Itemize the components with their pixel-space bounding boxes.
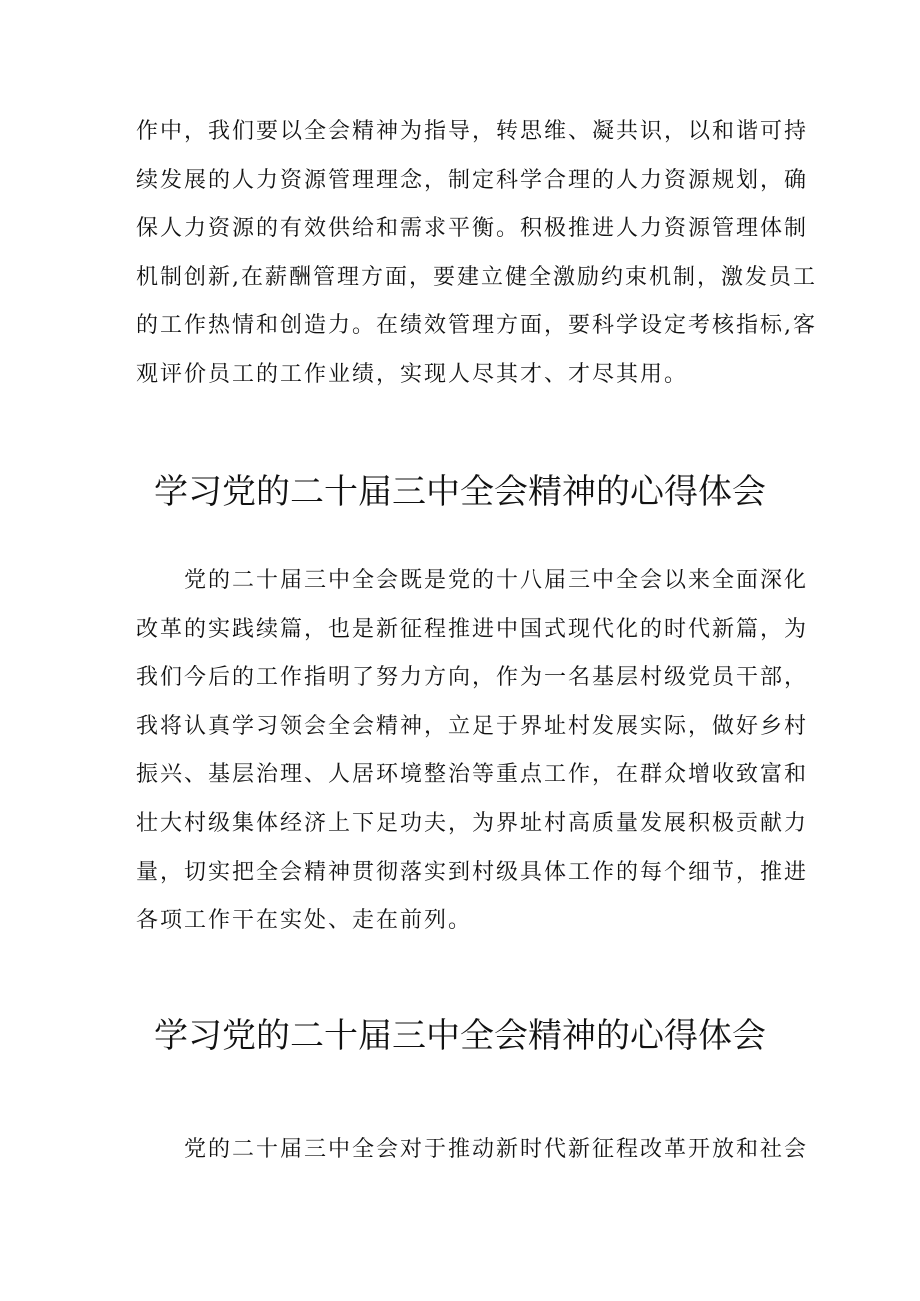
text-line: 党的二十届三中全会对于推动新时代新征程改革开放和社会 <box>184 1137 809 1162</box>
text-line: 的工作热情和创造力。在绩效管理方面，要科学设定考核指标,客 <box>136 313 817 339</box>
text-line: 我们今后的工作指明了努力方向，作为一名基层村级党员干部， <box>136 665 809 691</box>
text-line: 我将认真学习领会全会精神，立足于界址村发展实际，做好乡村 <box>136 713 809 739</box>
text-line: 改革的实践续篇，也是新征程推进中国式现代化的时代新篇，为 <box>136 616 809 642</box>
text-line: 续发展的人力资源管理理念，制定科学合理的人力资源规划，确 <box>136 167 809 193</box>
body-paragraph <box>136 1126 809 1175</box>
body-paragraph <box>136 557 809 946</box>
section-heading: 学习党的二十届三中全会精神的心得体会 <box>154 472 766 512</box>
text-line: 保人力资源的有效供给和需求平衡。积极推进人力资源管理体制 <box>136 216 809 242</box>
section-heading: 学习党的二十届三中全会精神的心得体会 <box>154 1016 766 1056</box>
body-paragraph <box>136 108 817 400</box>
text-line: 党的二十届三中全会既是党的十八届三中全会以来全面深化 <box>184 568 809 593</box>
text-line: 量，切实把全会精神贯彻落实到村级具体工作的每个细节，推进 <box>136 859 809 885</box>
text-line: 振兴、基层治理、人居环境整治等重点工作，在群众增收致富和 <box>136 762 809 788</box>
text-line: 各项工作干在实处、走在前列。 <box>136 908 473 934</box>
text-line: 观评价员工的工作业绩，实现人尽其才、才尽其用。 <box>136 361 689 387</box>
text-line: 壮大村级集体经济上下足功夫，为界址村高质量发展积极贡献力 <box>136 810 809 836</box>
text-line: 机制创新,在薪酬管理方面，要建立健全激励约束机制，激发员工 <box>136 264 817 290</box>
text-line: 作中，我们要以全会精神为指导，转思维、凝共识，以和谐可持 <box>136 119 809 144</box>
